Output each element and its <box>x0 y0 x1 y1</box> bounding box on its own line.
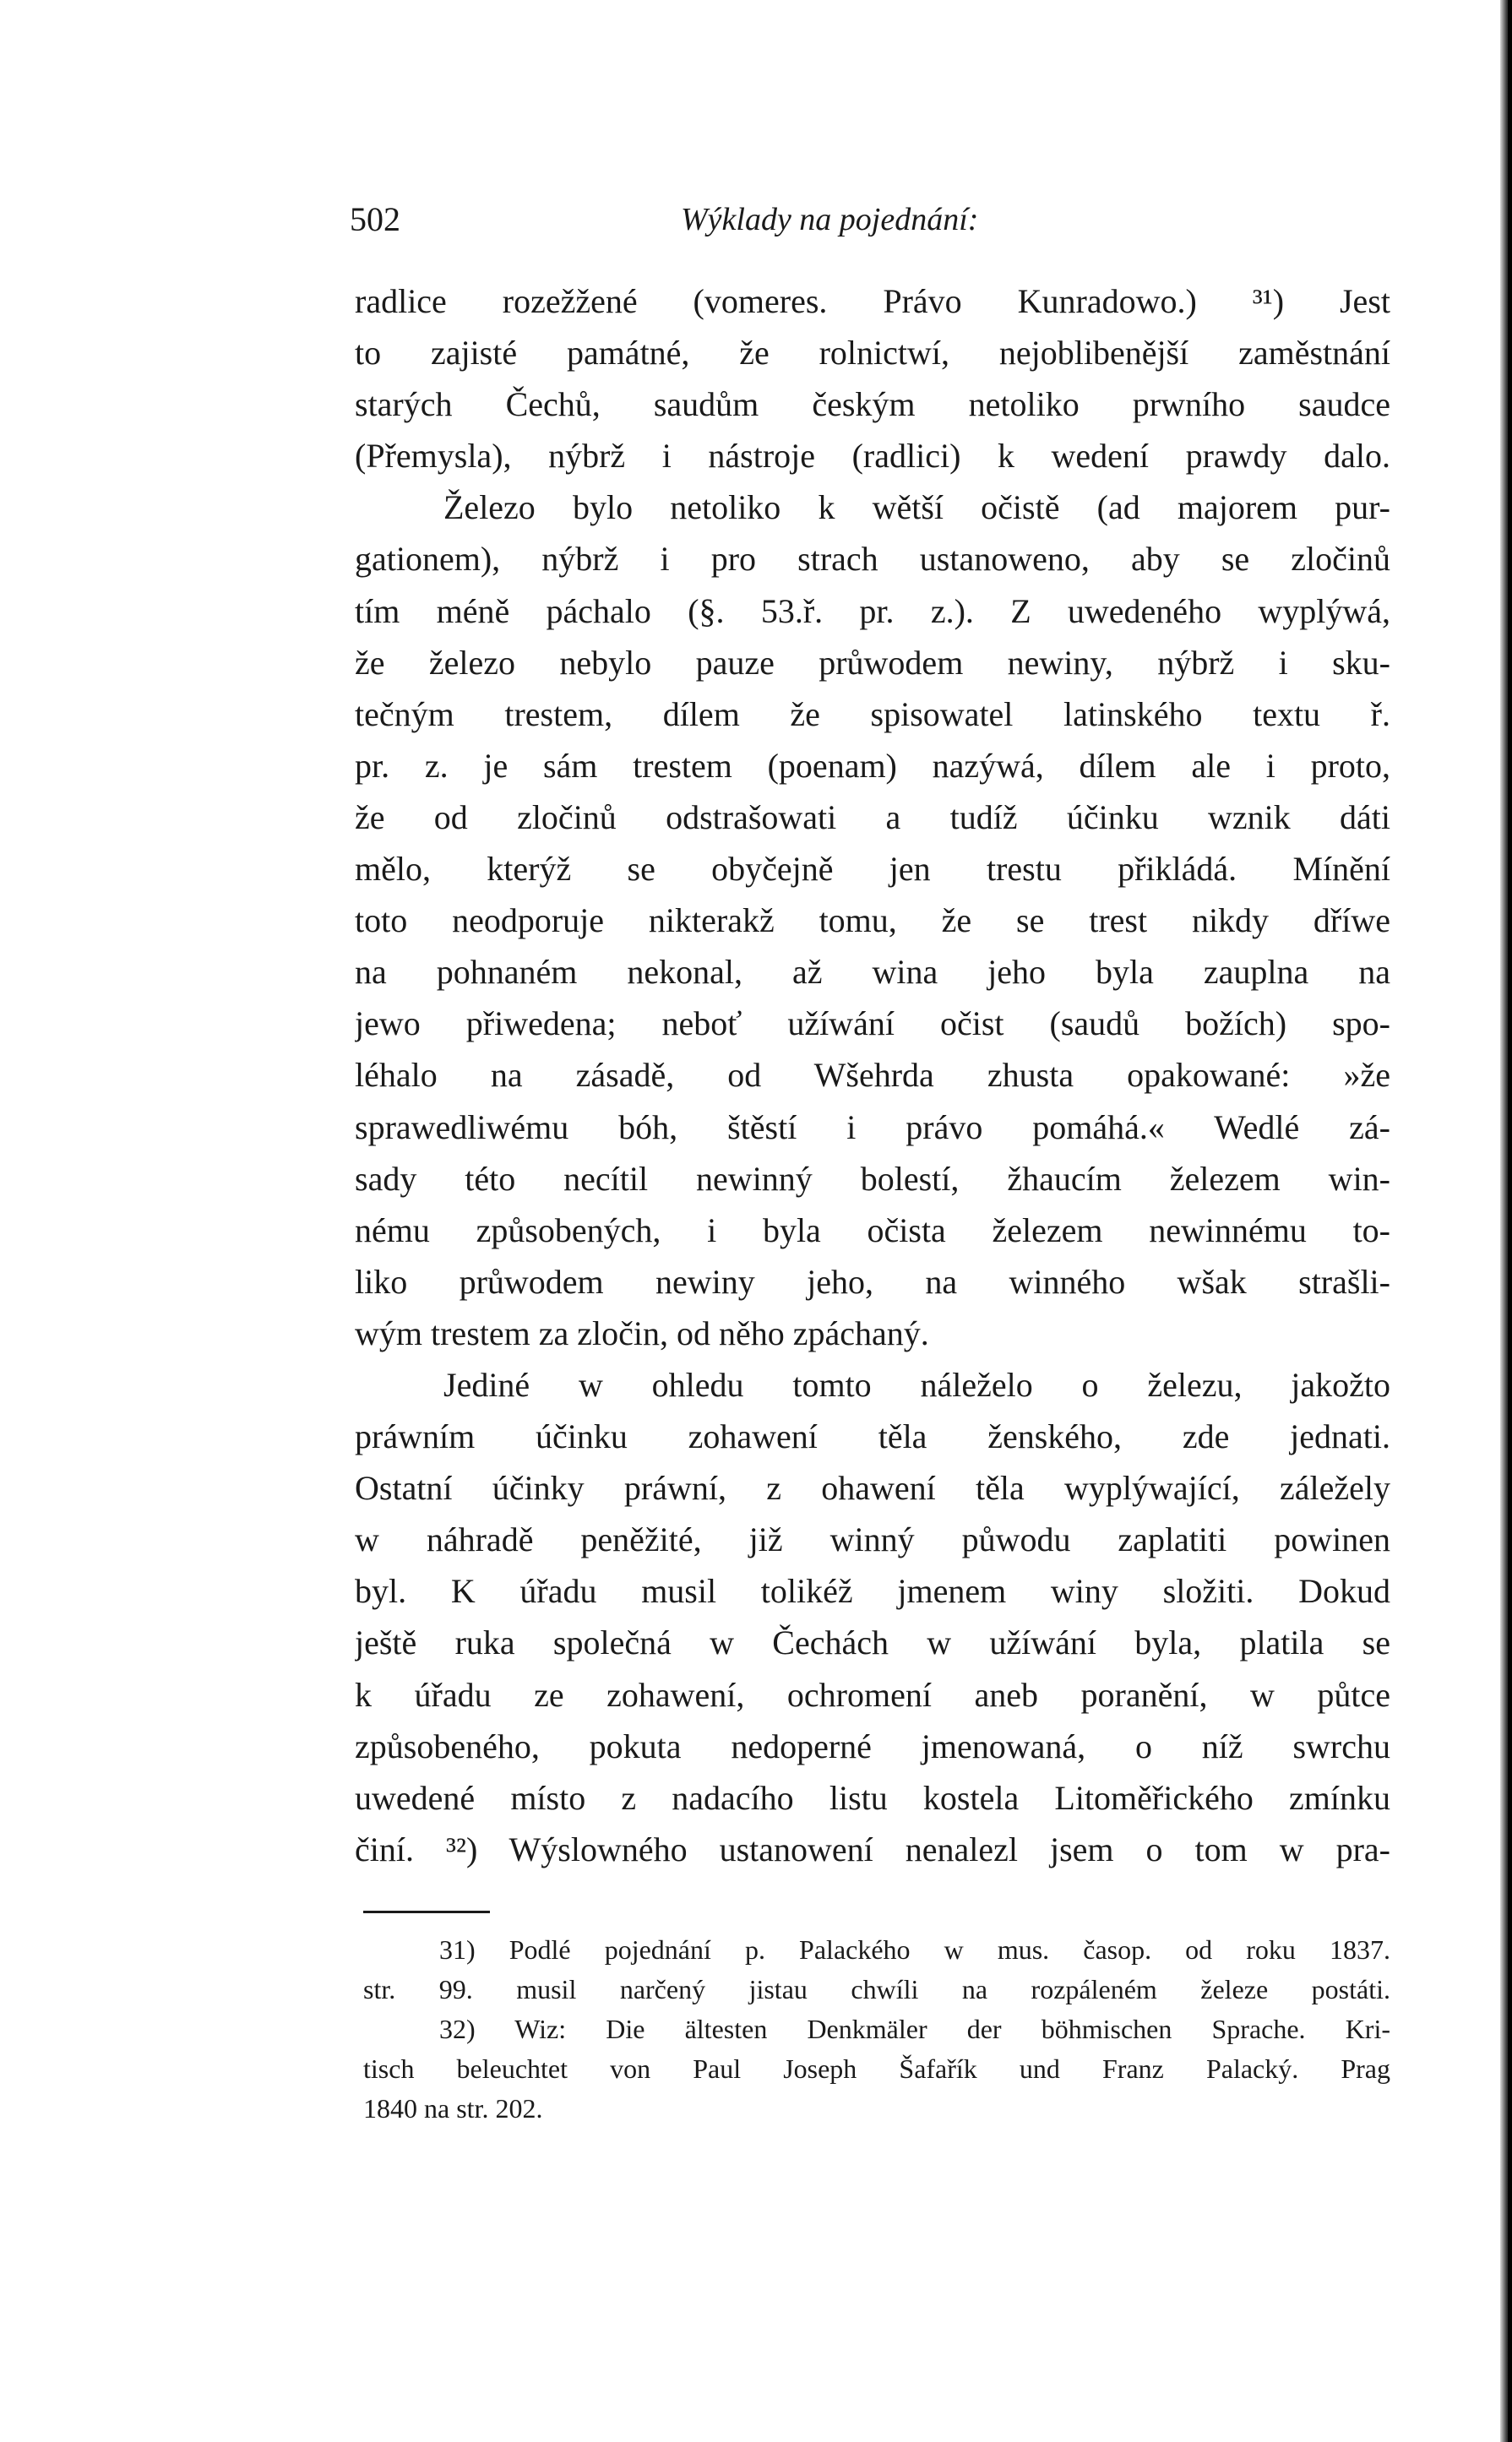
text-line: že od zločinů odstrašowati a tudíž účinku wznik dáti <box>355 797 1390 836</box>
text-line: Železo bylo netoliko k wětší očistě (ad majorem pur- <box>443 488 1390 527</box>
text-line: mělo, kterýž se obyčejně jen trestu přikládá. Mínění <box>355 850 1390 889</box>
text-line: (Přemysla), nýbrž i nástroje (radlici) k wedení prawdy dalo. <box>355 437 1390 476</box>
text-line: toto neodporuje nikterakž tomu, že se trest nikdy dříwe <box>355 901 1390 940</box>
text-line: to zajisté památné, že rolnictwí, nejoblibenější zaměstnání <box>355 334 1390 373</box>
text-line: nému způsobených, i byla očista železem newinnému to- <box>355 1210 1390 1249</box>
text-line: že železo nebylo pauze průwodem newiny, nýbrž i sku- <box>355 643 1390 682</box>
text-line: léhalo na zásadě, od Wšehrda zhusta opakowané: »že <box>355 1056 1390 1095</box>
text-line: sady této necítil newinný bolestí, žhaucím železem win- <box>355 1159 1390 1198</box>
text-line: w náhradě peněžité, již winný půwodu zaplatiti powinen <box>355 1520 1390 1559</box>
footnote-line: tisch beleuchtet von Paul Joseph Šafařík und Franz Palacký. Prag <box>363 2053 1390 2084</box>
text-line: byl. K úřadu musil tolikéž jmenem winy složiti. Dokud <box>355 1572 1390 1611</box>
footnote-line: 1840 na str. 202. <box>363 2093 543 2124</box>
text-line: Jediné w ohledu tomto náleželo o železu, jakožto <box>443 1365 1390 1404</box>
text-line: radlice rozežžené (vomeres. Právo Kunradowo.) ³¹) Jest <box>355 282 1390 320</box>
text-line: uwedené místo z nadacího listu kostela Litoměřického zmínku <box>355 1778 1390 1817</box>
text-line: jewo přiwedena; neboť užíwání očist (saudů božích) spo- <box>355 1004 1390 1043</box>
page-number: 502 <box>350 200 400 238</box>
footnotes <box>363 1930 1390 2129</box>
text-line: k úřadu ze zohawení, ochromení aneb poranění, w půtce <box>355 1675 1390 1714</box>
text-line: pr. z. je sám trestem (poenam) nazýwá, dílem ale i proto, <box>355 746 1390 785</box>
text-line: ještě ruka společná w Čechách w užíwání byla, platila se <box>355 1623 1390 1662</box>
text-line: způsobeného, pokuta nedoperné jmenowaná, o níž swrchu <box>355 1727 1390 1765</box>
text-line: tečným trestem, dílem že spisowatel latinského textu ř. <box>355 694 1390 733</box>
page-edge-border <box>1508 0 1512 2442</box>
text-line: činí. ³²) Wýslowného ustanowení nenalezl jsem o tom w pra- <box>355 1830 1390 1868</box>
text-line: wým trestem za zločin, od něho zpáchaný. <box>355 1313 929 1352</box>
footnote-line: str. 99. musil narčený jistau chwíli na rozpáleném železe postáti. <box>363 1974 1390 2004</box>
text-line: na pohnaném nekonal, až wina jeho byla zauplna na <box>355 953 1390 992</box>
footnote-line: 31) Podlé pojednání p. Palackého w mus. časop. od roku 1837. <box>439 1934 1390 1965</box>
text-line: tím méně páchalo (§. 53.ř. pr. z.). Z uwedeného wyplýwá, <box>355 591 1390 630</box>
page-header <box>350 194 1397 245</box>
footnote-divider <box>363 1911 490 1913</box>
footnote-line: 32) Wiz: Die ältesten Denkmäler der böhmischen Sprache. Kri- <box>439 2014 1390 2044</box>
running-title: Wýklady na pojednání: <box>681 202 979 237</box>
text-line: Ostatní účinky práwní, z ohawení těla wyplýwající, záležely <box>355 1469 1390 1508</box>
text-line: sprawedliwému bóh, štěstí i právo pomáhá.« Wedlé zá- <box>355 1107 1390 1146</box>
text-line: gationem), nýbrž i pro strach ustanoweno, aby se zločinů <box>355 540 1390 579</box>
text-line: liko průwodem newiny jeho, na winného wšak strašli- <box>355 1262 1390 1301</box>
main-text <box>355 275 1390 1875</box>
text-line: starých Čechů, saudům českým netoliko prwního saudce <box>355 385 1390 424</box>
text-line: práwním účinku zohawení těla ženského, zde jednati. <box>355 1417 1390 1456</box>
